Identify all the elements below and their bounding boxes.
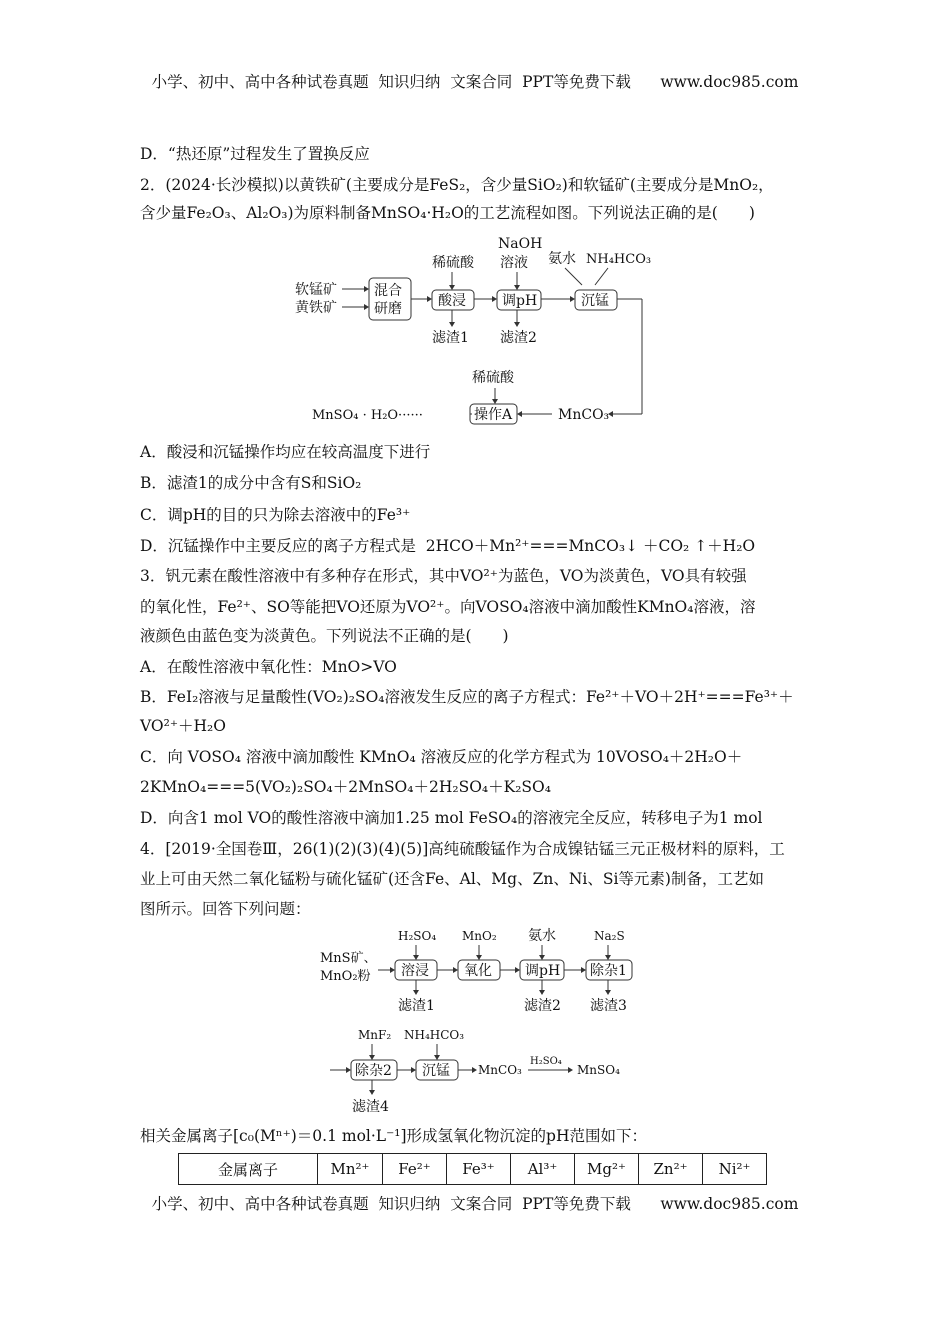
flow1-ammonia: 氨水: [548, 251, 576, 267]
q1-option-d: D．“热还原”过程发生了置换反应: [140, 145, 370, 163]
flow2-purify2: 除杂2: [355, 1063, 392, 1079]
flow1-naoh: NaOH: [498, 236, 543, 252]
flow2-sink: 沉锰: [422, 1063, 450, 1079]
flow2-dissolve: 溶浸: [401, 963, 429, 979]
q4-stem-line3: 图所示。回答下列问题：: [140, 900, 311, 918]
q4-table-intro: 相关金属离子[c₀(Mⁿ⁺)＝0.1 mol·L⁻¹]形成氢氧化物沉淀的pH范围如下：: [140, 1127, 647, 1145]
table-cell: Zn²⁺: [639, 1154, 703, 1185]
q2-stem-line2: 含少量Fe₂O₃、Al₂O₃)为原料制备MnSO₄·H₂O的工艺流程如图。下列说法正确的是( ): [140, 204, 755, 222]
table-cell: Mn²⁺: [318, 1154, 383, 1185]
flow2-oxid: 氧化: [464, 963, 492, 979]
flow2-adjust: 调pH: [525, 963, 561, 979]
flow2-mnso4: MnSO₄: [577, 1063, 620, 1077]
flow1-naoh-solution: 溶液: [500, 255, 528, 271]
q2-option-c: C．调pH的目的只为除去溶液中的Fe³⁺: [140, 506, 411, 524]
q3-option-c-line2: 2KMnO₄===5(VO₂)₂SO₄＋2MnSO₄＋2H₂SO₄＋K₂SO₄: [140, 778, 551, 796]
flow2-mnco3: MnCO₃: [478, 1063, 522, 1077]
flow1-residue1: 滤渣1: [432, 330, 469, 346]
flow2-h2so4: H₂SO₄: [398, 929, 437, 943]
table-cell: Mg²⁺: [575, 1154, 639, 1185]
table-cell: Fe²⁺: [383, 1154, 447, 1185]
flow1-adjust: 调pH: [502, 293, 538, 309]
q3-option-b-line2: VO²⁺＋H₂O: [140, 717, 226, 735]
q3-stem-line1: 3．钒元素在酸性溶液中有多种存在形式，其中VO²⁺为蓝色，VO为淡黄色，VO具有较强: [140, 567, 747, 585]
flow1-mix-line1: 混合: [374, 283, 402, 299]
q3-option-d: D．向含1 mol VO的酸性溶液中滴加1.25 mol FeSO₄的溶液完全反应，转移电子为1 mol: [140, 809, 763, 827]
q4-flow-diagram: [316, 924, 656, 1124]
flow2-input2: MnO₂粉: [320, 969, 371, 984]
q3-stem-line3: 液颜色由蓝色变为淡黄色。下列说法不正确的是( ): [140, 627, 509, 645]
flow1-sink: 沉锰: [581, 293, 609, 309]
q2-flow-diagram: [290, 232, 670, 432]
q3-option-c-line1: C．向 VOSO₄ 溶液中滴加酸性 KMnO₄ 溶液反应的化学方程式为 10VOSO₄＋2H₂O＋: [140, 748, 743, 766]
flow2-residue4: 滤渣4: [352, 1099, 389, 1115]
flow2-residue3: 滤渣3: [590, 998, 627, 1014]
q3-option-a: A．在酸性溶液中氧化性：MnO>VO: [140, 658, 397, 676]
q2-option-d: D．沉锰操作中主要反应的离子方程式是 2HCO＋Mn²⁺===MnCO₃↓ ＋CO₂ ↑＋H₂O: [140, 537, 756, 555]
flow1-mnco3: MnCO₃: [558, 407, 610, 423]
q2-option-b: B．滤渣1的成分中含有S和SiO₂: [140, 474, 362, 492]
flow1-residue2: 滤渣2: [500, 330, 537, 346]
flow1-mix-line2: 研磨: [374, 301, 402, 317]
table-header-row: [179, 1154, 767, 1185]
flow2-residue1: 滤渣1: [398, 998, 435, 1014]
q4-stem-line1: 4．[2019·全国卷Ⅲ，26(1)(2)(3)(4)(5)]高纯硫酸锰作为合成镍钴锰三元正极材料的原料，工: [140, 840, 785, 858]
flow2-na2s: Na₂S: [594, 929, 625, 943]
flow1-input-pyrolusite: 软锰矿: [295, 282, 337, 298]
page-footer: 小学、初中、高中各种试卷真题 知识归纳 文案合同 PPT等免费下载 www.doc985.com: [151, 1195, 799, 1213]
table-cell: 金属离子: [179, 1154, 318, 1185]
flow2-ammonia: 氨水: [528, 928, 556, 944]
q2-option-a: A．酸浸和沉锰操作均应在较高温度下进行: [140, 443, 431, 461]
flow2-mno2: MnO₂: [462, 929, 497, 943]
flow2-nh4hco3: NH₄HCO₃: [404, 1028, 465, 1042]
flow1-nh4hco3: NH₄HCO₃: [586, 252, 652, 267]
flow1-product: MnSO₄ · H₂O······: [312, 408, 423, 423]
flow2-mnf2: MnF₂: [358, 1028, 392, 1042]
table-cell: Ni²⁺: [703, 1154, 767, 1185]
flow2-purify1: 除杂1: [590, 963, 627, 979]
flow1-opA: 操作A: [474, 407, 513, 423]
flow2-input1: MnS矿、: [320, 951, 377, 966]
flow2-arrow-label: H₂SO₄: [530, 1056, 562, 1067]
table-cell: Fe³⁺: [447, 1154, 511, 1185]
table-cell: Al³⁺: [511, 1154, 575, 1185]
flow1-acid2: 稀硫酸: [472, 370, 514, 386]
ion-ph-table: [178, 1153, 767, 1185]
flow1-input-pyrite: 黄铁矿: [295, 300, 337, 316]
q2-stem-line1: 2．(2024·长沙模拟)以黄铁矿(主要成分是FeS₂，含少量SiO₂)和软锰矿(主要成分是MnO₂，: [140, 176, 774, 194]
flow2-residue2: 滤渣2: [524, 998, 561, 1014]
flow1-leach: 酸浸: [438, 293, 466, 309]
q3-option-b-line1: B．FeI₂溶液与足量酸性(VO₂)₂SO₄溶液发生反应的离子方程式：Fe²⁺＋VO＋2H⁺===Fe³⁺＋: [140, 688, 794, 706]
q4-stem-line2: 业上可由天然二氧化锰粉与硫化锰矿(还含Fe、Al、Mg、Zn、Ni、Si等元素)制备，工艺如: [140, 870, 764, 888]
q3-stem-line2: 的氧化性，Fe²⁺、SO等能把VO还原为VO²⁺。向VOSO₄溶液中滴加酸性KMnO₄溶液，溶: [140, 598, 756, 616]
flow1-acid-label: 稀硫酸: [432, 255, 474, 271]
page-header: 小学、初中、高中各种试卷真题 知识归纳 文案合同 PPT等免费下载 www.doc985.com: [151, 73, 799, 91]
